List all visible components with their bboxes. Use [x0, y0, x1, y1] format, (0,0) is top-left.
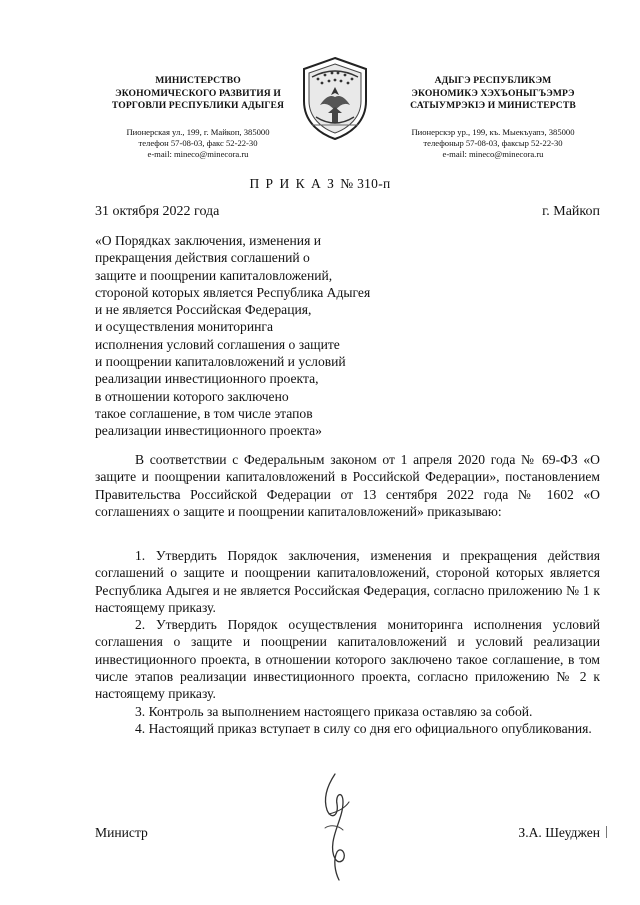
subject-line: и не является Российская Федерация, — [95, 302, 312, 318]
subject-line: защите и поощрении капиталовложений, — [95, 267, 333, 283]
subject-line: прекращения действия соглашений о — [95, 250, 310, 266]
order-date: 31 октября 2022 года — [95, 204, 220, 219]
order-preamble — [95, 451, 600, 520]
ministry-contacts-adyghe — [383, 127, 603, 161]
contact-email: e-mail: mineco@minecora.ru — [442, 149, 544, 160]
subject-line: реализации инвестиционного проекта» — [95, 423, 322, 439]
order-item: 1. Утвердить Порядок заключения, изменения и прекращения действия соглашений о защите и поощрении капиталовложений, стороной которых является Республика Адыгея и не является Российская Федерация, согласно приложению № 1 к настоящему приказу. — [95, 548, 600, 615]
ministry-name-line: ТОРГОВЛИ РЕСПУБЛИКИ АДЫГЕЯ — [111, 100, 285, 111]
contact-address: Пионерскэр ур., 199, къ. Мыекъуапэ, 385000 — [411, 126, 575, 137]
order-city: г. Майкоп — [542, 204, 600, 219]
subject-line: «О Порядках заключения, изменения и — [95, 233, 321, 248]
ministry-name-line: МИНИСТЕРСТВО — [155, 75, 241, 86]
order-subject — [95, 232, 395, 440]
subject-line: такое соглашение, в том числе этапов — [95, 405, 313, 421]
ministry-header-adyghe — [383, 75, 603, 160]
ministry-header-russian — [88, 75, 308, 160]
handwritten-signature-icon — [313, 768, 359, 888]
ministry-contacts-russian — [88, 127, 308, 161]
order-item: 3. Контроль за выполнением настоящего приказа оставляю за собой. — [135, 703, 533, 719]
contact-phone: телефоныр 57-08-03, факсыр 52-22-30 — [423, 137, 563, 148]
order-item: 4. Настоящий приказ вступает в силу со дня его официального опубликования. — [135, 720, 592, 736]
coat-of-arms-icon — [298, 55, 372, 141]
contact-address: Пионерская ул., 199, г. Майкоп, 385000 — [126, 126, 270, 137]
ministry-name-line: ЭКОНОМИЧЕСКОГО РАЗВИТИЯ И — [115, 87, 281, 99]
signatory-name: З.А. Шеуджен — [518, 825, 600, 840]
subject-line: исполнения условий соглашения о защите — [95, 336, 340, 352]
ministry-name-adyghe — [383, 75, 603, 113]
subject-line: в отношении которого заключено — [95, 388, 289, 404]
order-item: 2. Утвердить Порядок осуществления мониторинга исполнения условий соглашения о защите и поощрении капиталовложений и условий реализации инвестиционного проекта, в отношении которого заключено такое соглашение, в том числе этапов реализации инвестиционного проекта, согласно приложению № 2 к настоящему приказу. — [95, 617, 600, 702]
order-title — [0, 176, 640, 192]
subject-line: реализации инвестиционного проекта, — [95, 371, 319, 387]
order-items — [95, 547, 600, 737]
ministry-name-line: АДЫГЭ РЕСПУБЛИКЭМ — [434, 75, 552, 86]
preamble-paragraph: В соответствии с Федеральным законом от 1 апреля 2020 года № 69-ФЗ «О защите и поощрении капиталовложений в Российской Федерации», постановлением Правительства Российской Федерации от 13 сентября 2022 года № 1602 «О соглашениях о защите и поощрении капиталовложений» приказываю: — [95, 452, 600, 519]
contact-email: e-mail: mineco@minecora.ru — [147, 149, 249, 160]
ministry-name-line: ЭКОНОМИКЭ ХЭХЪОНЫГЪЭМРЭ — [411, 87, 575, 99]
order-number: № 310-п — [340, 176, 391, 191]
subject-line: и осуществления мониторинга — [95, 319, 273, 335]
signatory-title: Министр — [95, 825, 148, 840]
scan-margin-mark — [606, 826, 607, 838]
contact-phone: телефон 57-08-03, факс 52-22-30 — [138, 137, 258, 148]
subject-line: стороной которых является Республика Адыгея — [95, 284, 371, 300]
subject-line: и поощрении капиталовложений и условий — [95, 354, 346, 370]
ministry-name-russian — [88, 75, 308, 113]
ministry-name-line: САТЫУМРЭКIЭ И МИНИСТЕРСТВ — [410, 100, 576, 111]
order-title-word: П Р И К А З — [249, 176, 336, 191]
